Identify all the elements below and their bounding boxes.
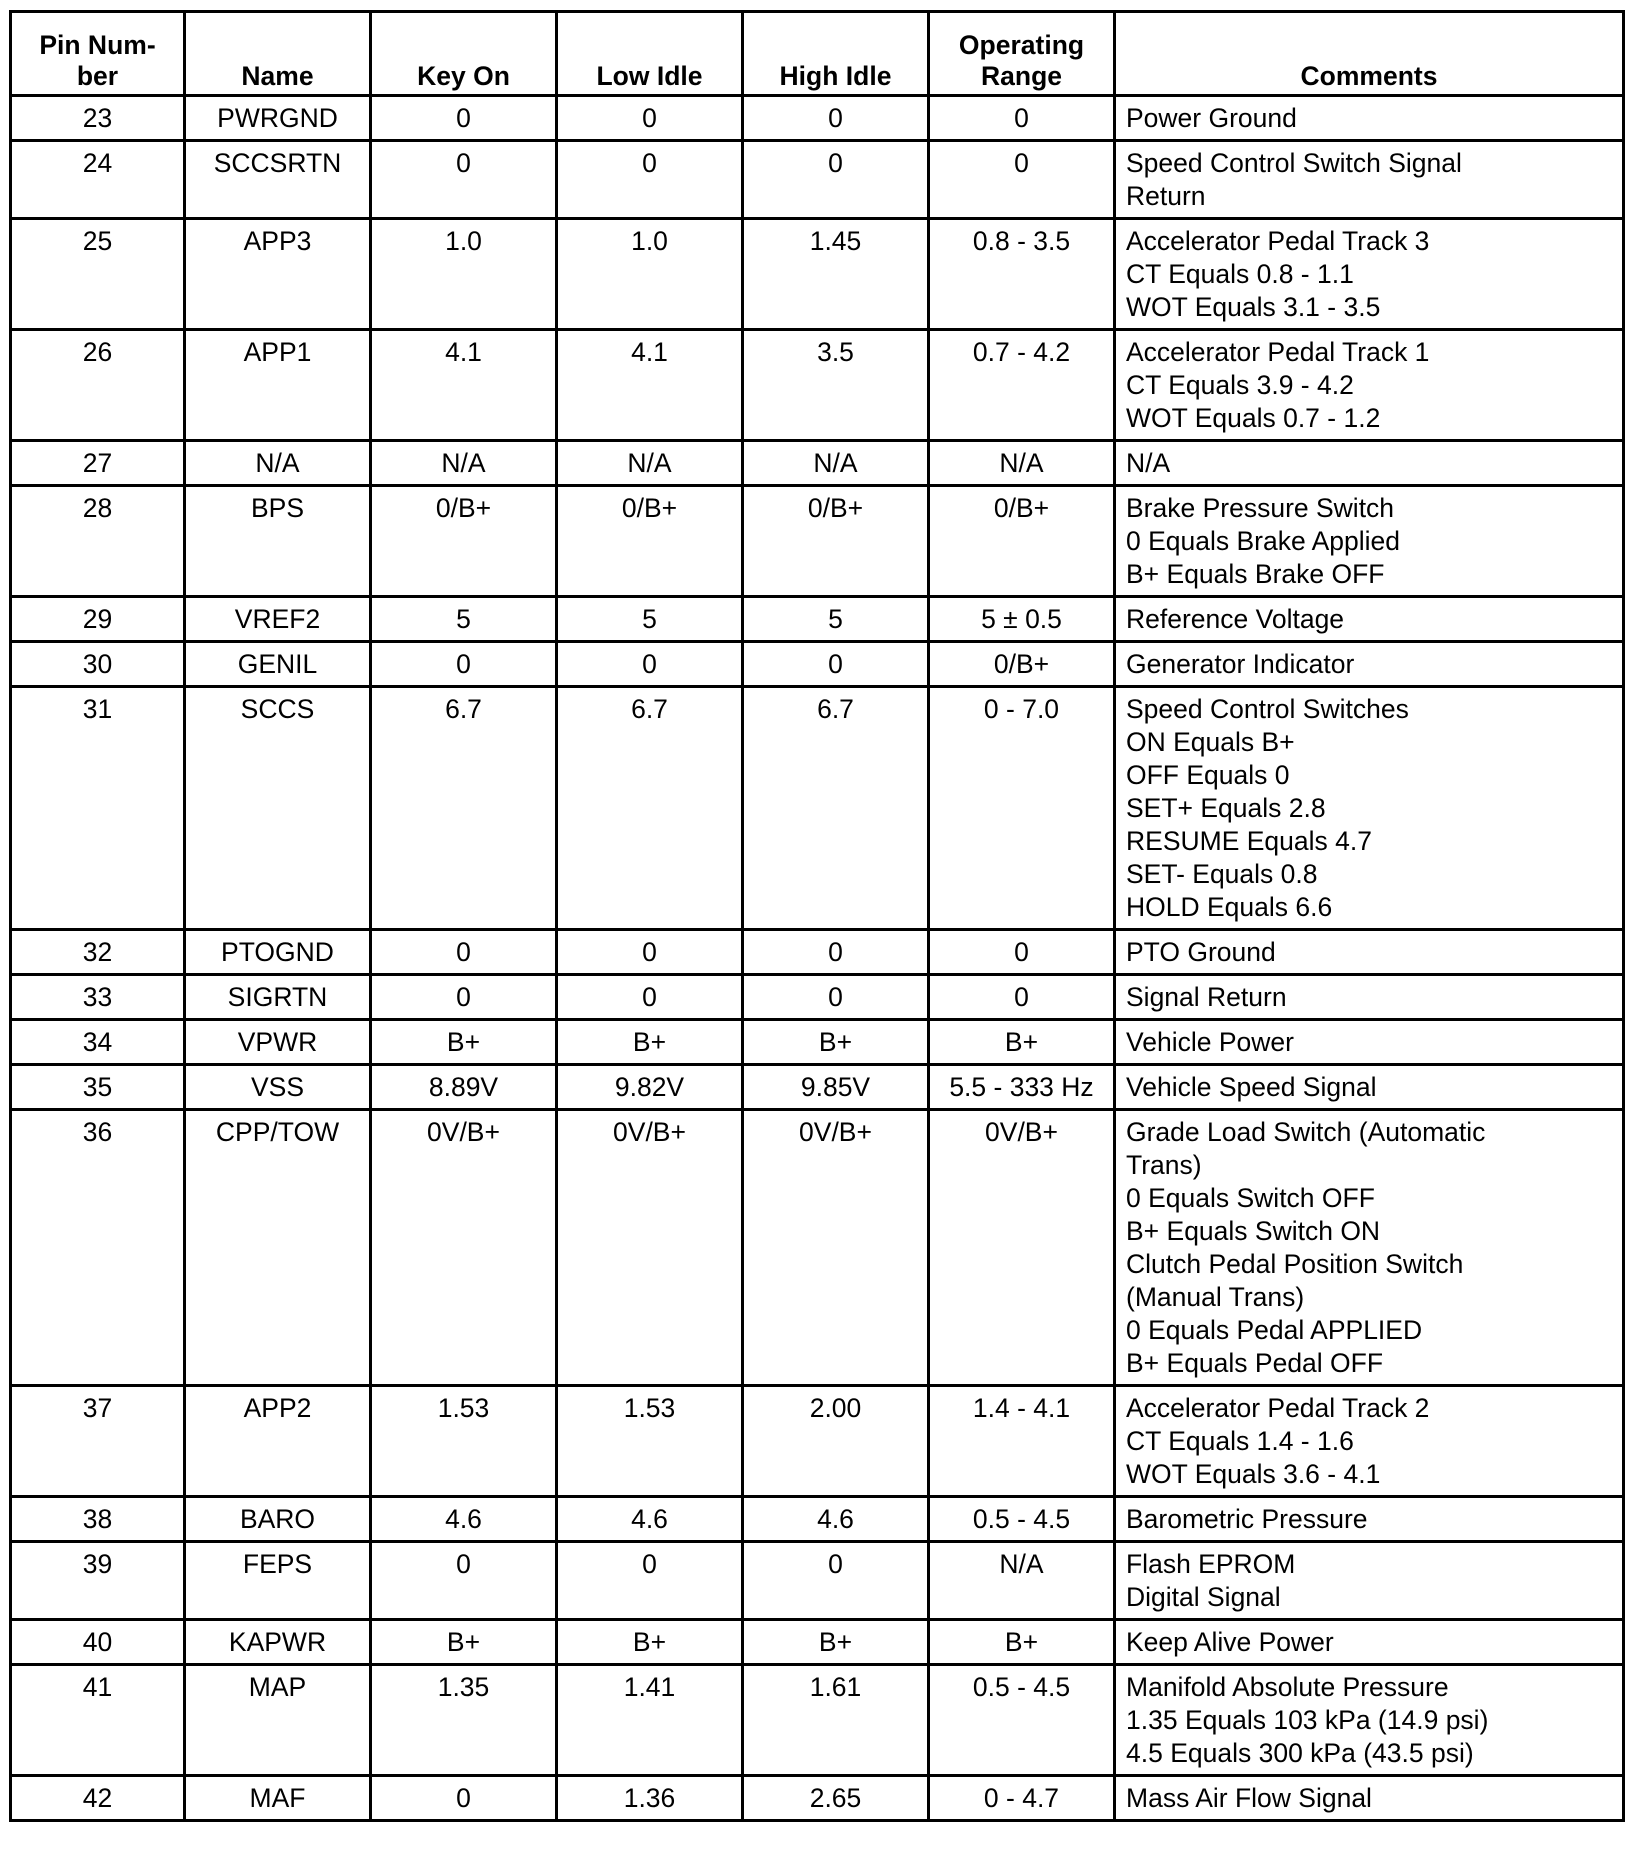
comment-line: OFF Equals 0: [1126, 760, 1290, 790]
cell-comments: [1116, 1498, 1625, 1543]
cell-operating-range: 0: [930, 976, 1116, 1021]
header-key-on: Key On: [372, 13, 558, 97]
table-row: [12, 220, 1625, 331]
cell-pin-number: 26: [12, 331, 186, 442]
cell-operating-range: 5.5 - 333 Hz: [930, 1066, 1116, 1111]
cell-high-idle: 5: [744, 598, 930, 643]
cell-operating-range: 0: [930, 142, 1116, 220]
cell-low-idle: N/A: [558, 442, 744, 487]
cell-key-on: 5: [372, 598, 558, 643]
cell-name: APP3: [186, 220, 372, 331]
cell-name: SCCS: [186, 688, 372, 931]
cell-high-idle: 1.61: [744, 1666, 930, 1777]
cell-key-on: 0: [372, 142, 558, 220]
cell-operating-range: N/A: [930, 1543, 1116, 1621]
cell-high-idle: 0: [744, 1543, 930, 1621]
cell-key-on: 0/B+: [372, 487, 558, 598]
cell-comments: [1116, 1621, 1625, 1666]
cell-pin-number: 28: [12, 487, 186, 598]
comment-line: 4.5 Equals 300 kPa (43.5 psi): [1126, 1738, 1474, 1768]
table-row: [12, 331, 1625, 442]
cell-pin-number: 24: [12, 142, 186, 220]
cell-pin-number: 33: [12, 976, 186, 1021]
comment-line: RESUME Equals 4.7: [1126, 826, 1372, 856]
table-row: [12, 1066, 1625, 1111]
header-low-idle: Low Idle: [558, 13, 744, 97]
cell-operating-range: B+: [930, 1021, 1116, 1066]
comment-line: SET+ Equals 2.8: [1126, 793, 1326, 823]
cell-low-idle: 4.1: [558, 331, 744, 442]
table-row: [12, 1777, 1625, 1822]
header-comments: Comments: [1116, 13, 1625, 97]
cell-high-idle: 0: [744, 976, 930, 1021]
cell-name: PTOGND: [186, 931, 372, 976]
table-row: [12, 598, 1625, 643]
cell-key-on: 1.35: [372, 1666, 558, 1777]
cell-comments: [1116, 1543, 1625, 1621]
cell-low-idle: 0/B+: [558, 487, 744, 598]
header-high-idle: High Idle: [744, 13, 930, 97]
cell-name: MAP: [186, 1666, 372, 1777]
cell-high-idle: 4.6: [744, 1498, 930, 1543]
comment-line: ON Equals B+: [1126, 727, 1295, 757]
cell-comments: [1116, 976, 1625, 1021]
cell-operating-range: 0/B+: [930, 487, 1116, 598]
table-row: [12, 1666, 1625, 1777]
comment-line: Accelerator Pedal Track 1: [1126, 337, 1430, 367]
cell-high-idle: B+: [744, 1021, 930, 1066]
cell-key-on: 4.6: [372, 1498, 558, 1543]
comment-line: 0 Equals Pedal APPLIED: [1126, 1315, 1423, 1345]
header-pin-number: Pin Num- ber: [12, 13, 186, 97]
cell-name: VREF2: [186, 598, 372, 643]
table-row: [12, 976, 1625, 1021]
cell-high-idle: 0: [744, 643, 930, 688]
cell-comments: [1116, 1066, 1625, 1111]
cell-pin-number: 42: [12, 1777, 186, 1822]
cell-operating-range: 0 - 4.7: [930, 1777, 1116, 1822]
cell-comments: [1116, 643, 1625, 688]
cell-name: BPS: [186, 487, 372, 598]
cell-comments: [1116, 1111, 1625, 1387]
comment-line: Grade Load Switch (Automatic: [1126, 1117, 1486, 1147]
table-row: [12, 643, 1625, 688]
cell-key-on: 0: [372, 976, 558, 1021]
cell-operating-range: 0.7 - 4.2: [930, 331, 1116, 442]
cell-low-idle: 0: [558, 97, 744, 142]
cell-high-idle: 3.5: [744, 331, 930, 442]
cell-high-idle: 0: [744, 97, 930, 142]
comment-line: Digital Signal: [1126, 1582, 1281, 1612]
cell-low-idle: 1.41: [558, 1666, 744, 1777]
cell-operating-range: B+: [930, 1621, 1116, 1666]
cell-operating-range: 0.5 - 4.5: [930, 1666, 1116, 1777]
comment-line: Trans): [1126, 1150, 1202, 1180]
cell-key-on: 0: [372, 1777, 558, 1822]
cell-name: APP1: [186, 331, 372, 442]
cell-comments: [1116, 1387, 1625, 1498]
cell-low-idle: B+: [558, 1021, 744, 1066]
comment-line: Flash EPROM: [1126, 1549, 1296, 1579]
comment-line: 0 Equals Switch OFF: [1126, 1183, 1375, 1213]
cell-comments: [1116, 1666, 1625, 1777]
comment-line: N/A: [1126, 448, 1171, 478]
cell-pin-number: 25: [12, 220, 186, 331]
cell-name: KAPWR: [186, 1621, 372, 1666]
cell-name: VPWR: [186, 1021, 372, 1066]
comment-line: HOLD Equals 6.6: [1126, 892, 1333, 922]
cell-operating-range: 0V/B+: [930, 1111, 1116, 1387]
cell-operating-range: 0: [930, 97, 1116, 142]
cell-pin-number: 23: [12, 97, 186, 142]
cell-name: CPP/TOW: [186, 1111, 372, 1387]
comment-line: B+ Equals Brake OFF: [1126, 559, 1385, 589]
cell-pin-number: 34: [12, 1021, 186, 1066]
header-row: [12, 13, 1625, 97]
cell-pin-number: 31: [12, 688, 186, 931]
table-row: [12, 1021, 1625, 1066]
cell-operating-range: 1.4 - 4.1: [930, 1387, 1116, 1498]
cell-key-on: 0: [372, 97, 558, 142]
cell-high-idle: N/A: [744, 442, 930, 487]
cell-pin-number: 41: [12, 1666, 186, 1777]
cell-key-on: 8.89V: [372, 1066, 558, 1111]
cell-key-on: 0: [372, 643, 558, 688]
cell-low-idle: B+: [558, 1621, 744, 1666]
cell-name: SCCSRTN: [186, 142, 372, 220]
comment-line: CT Equals 0.8 - 1.1: [1126, 259, 1354, 289]
cell-operating-range: 0.8 - 3.5: [930, 220, 1116, 331]
comment-line: Clutch Pedal Position Switch: [1126, 1249, 1464, 1279]
cell-key-on: B+: [372, 1021, 558, 1066]
cell-name: VSS: [186, 1066, 372, 1111]
comment-line: (Manual Trans): [1126, 1282, 1305, 1312]
comment-line: 1.35 Equals 103 kPa (14.9 psi): [1126, 1705, 1489, 1735]
cell-name: BARO: [186, 1498, 372, 1543]
cell-operating-range: 0/B+: [930, 643, 1116, 688]
cell-low-idle: 9.82V: [558, 1066, 744, 1111]
comment-line: Generator Indicator: [1126, 649, 1355, 679]
comment-line: WOT Equals 3.1 - 3.5: [1126, 292, 1381, 322]
comment-line: CT Equals 3.9 - 4.2: [1126, 370, 1354, 400]
comment-line: Vehicle Power: [1126, 1027, 1294, 1057]
cell-comments: [1116, 1777, 1625, 1822]
cell-key-on: 1.53: [372, 1387, 558, 1498]
table-row: [12, 442, 1625, 487]
cell-comments: [1116, 931, 1625, 976]
cell-low-idle: 0: [558, 931, 744, 976]
comment-line: B+ Equals Pedal OFF: [1126, 1348, 1384, 1378]
cell-key-on: 0V/B+: [372, 1111, 558, 1387]
cell-key-on: N/A: [372, 442, 558, 487]
cell-high-idle: 6.7: [744, 688, 930, 931]
cell-high-idle: 0: [744, 142, 930, 220]
cell-low-idle: 0: [558, 142, 744, 220]
comment-line: 0 Equals Brake Applied: [1126, 526, 1401, 556]
table-row: [12, 142, 1625, 220]
cell-operating-range: 0.5 - 4.5: [930, 1498, 1116, 1543]
comment-line: Keep Alive Power: [1126, 1627, 1334, 1657]
cell-high-idle: 2.00: [744, 1387, 930, 1498]
comment-line: Barometric Pressure: [1126, 1504, 1368, 1534]
cell-pin-number: 32: [12, 931, 186, 976]
cell-pin-number: 37: [12, 1387, 186, 1498]
cell-high-idle: 0: [744, 931, 930, 976]
header-operating-range: Operating Range: [930, 13, 1116, 97]
cell-low-idle: 1.36: [558, 1777, 744, 1822]
comment-line: Return: [1126, 181, 1206, 211]
cell-name: N/A: [186, 442, 372, 487]
comment-line: Speed Control Switches: [1126, 694, 1409, 724]
cell-name: PWRGND: [186, 97, 372, 142]
table-row: [12, 931, 1625, 976]
comment-line: Accelerator Pedal Track 3: [1126, 226, 1430, 256]
table-row: [12, 487, 1625, 598]
table-row: [12, 1498, 1625, 1543]
table-body: [12, 97, 1625, 1822]
cell-comments: [1116, 97, 1625, 142]
cell-operating-range: 5 ± 0.5: [930, 598, 1116, 643]
cell-operating-range: N/A: [930, 442, 1116, 487]
pin-voltage-table: [9, 10, 1625, 1822]
cell-low-idle: 5: [558, 598, 744, 643]
cell-comments: [1116, 331, 1625, 442]
cell-operating-range: 0: [930, 931, 1116, 976]
cell-key-on: 4.1: [372, 331, 558, 442]
table-row: [12, 1543, 1625, 1621]
cell-high-idle: 0/B+: [744, 487, 930, 598]
comment-line: WOT Equals 0.7 - 1.2: [1126, 403, 1381, 433]
table-row: [12, 97, 1625, 142]
cell-high-idle: 1.45: [744, 220, 930, 331]
comment-line: CT Equals 1.4 - 1.6: [1126, 1426, 1354, 1456]
cell-comments: [1116, 220, 1625, 331]
cell-high-idle: 2.65: [744, 1777, 930, 1822]
cell-high-idle: 0V/B+: [744, 1111, 930, 1387]
cell-high-idle: 9.85V: [744, 1066, 930, 1111]
cell-key-on: 1.0: [372, 220, 558, 331]
cell-pin-number: 39: [12, 1543, 186, 1621]
cell-name: GENIL: [186, 643, 372, 688]
comment-line: Vehicle Speed Signal: [1126, 1072, 1377, 1102]
comment-line: Manifold Absolute Pressure: [1126, 1672, 1449, 1702]
cell-pin-number: 40: [12, 1621, 186, 1666]
cell-pin-number: 29: [12, 598, 186, 643]
cell-key-on: B+: [372, 1621, 558, 1666]
table-row: [12, 1621, 1625, 1666]
cell-low-idle: 0: [558, 1543, 744, 1621]
comment-line: Speed Control Switch Signal: [1126, 148, 1462, 178]
comment-line: Power Ground: [1126, 103, 1297, 133]
cell-key-on: 0: [372, 931, 558, 976]
cell-high-idle: B+: [744, 1621, 930, 1666]
cell-key-on: 0: [372, 1543, 558, 1621]
cell-pin-number: 27: [12, 442, 186, 487]
cell-low-idle: 4.6: [558, 1498, 744, 1543]
comment-line: B+ Equals Switch ON: [1126, 1216, 1381, 1246]
cell-name: APP2: [186, 1387, 372, 1498]
comment-line: Reference Voltage: [1126, 604, 1345, 634]
cell-comments: [1116, 688, 1625, 931]
comment-line: SET- Equals 0.8: [1126, 859, 1318, 889]
comment-line: Mass Air Flow Signal: [1126, 1783, 1372, 1813]
cell-key-on: 6.7: [372, 688, 558, 931]
cell-pin-number: 38: [12, 1498, 186, 1543]
cell-name: MAF: [186, 1777, 372, 1822]
cell-low-idle: 6.7: [558, 688, 744, 931]
cell-low-idle: 0: [558, 976, 744, 1021]
comment-line: WOT Equals 3.6 - 4.1: [1126, 1459, 1381, 1489]
comment-line: PTO Ground: [1126, 937, 1276, 967]
cell-pin-number: 30: [12, 643, 186, 688]
cell-comments: [1116, 598, 1625, 643]
cell-low-idle: 1.53: [558, 1387, 744, 1498]
cell-low-idle: 1.0: [558, 220, 744, 331]
table-row: [12, 1111, 1625, 1387]
cell-low-idle: 0: [558, 643, 744, 688]
cell-pin-number: 36: [12, 1111, 186, 1387]
comment-line: Signal Return: [1126, 982, 1287, 1012]
cell-pin-number: 35: [12, 1066, 186, 1111]
cell-name: FEPS: [186, 1543, 372, 1621]
header-name: Name: [186, 13, 372, 97]
cell-comments: [1116, 487, 1625, 598]
cell-comments: [1116, 442, 1625, 487]
cell-comments: [1116, 1021, 1625, 1066]
cell-operating-range: 0 - 7.0: [930, 688, 1116, 931]
cell-comments: [1116, 142, 1625, 220]
comment-line: Brake Pressure Switch: [1126, 493, 1395, 523]
table-row: [12, 1387, 1625, 1498]
cell-name: SIGRTN: [186, 976, 372, 1021]
cell-low-idle: 0V/B+: [558, 1111, 744, 1387]
comment-line: Accelerator Pedal Track 2: [1126, 1393, 1430, 1423]
table-row: [12, 688, 1625, 931]
